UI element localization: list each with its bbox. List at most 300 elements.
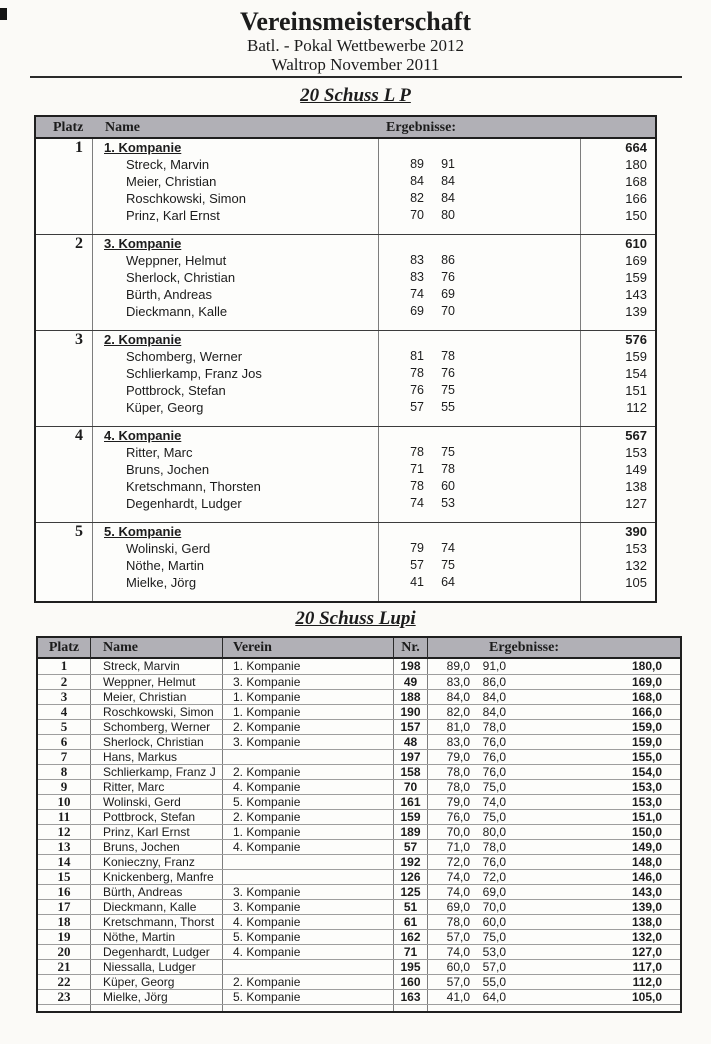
member-scores xyxy=(379,540,580,557)
row-verein: 3. Kompanie xyxy=(223,735,394,749)
row-scores xyxy=(441,705,506,719)
row-total: 153,0 xyxy=(631,780,662,794)
row-start-number: 48 xyxy=(394,735,428,749)
row-name: Schomberg, Werner xyxy=(91,720,223,734)
row-rank: 21 xyxy=(38,960,91,974)
row-start-number: 197 xyxy=(394,750,428,764)
row-score-2: 60,0 xyxy=(482,915,506,929)
group-rank: 3 xyxy=(36,331,93,426)
group-total: 390 xyxy=(625,524,647,539)
member-scores xyxy=(379,190,580,207)
row-total: 151,0 xyxy=(631,810,662,824)
row-score-2 xyxy=(477,1005,506,1011)
row-total: 149,0 xyxy=(631,840,662,854)
row-total: 166,0 xyxy=(631,705,662,719)
lupi-table-row xyxy=(38,794,680,809)
row-score-1: 83,0 xyxy=(446,735,470,749)
row-total: 154,0 xyxy=(631,765,662,779)
row-start-number: 157 xyxy=(394,720,428,734)
lp-table-body xyxy=(36,139,655,601)
header-divider xyxy=(30,76,682,78)
group-total: 567 xyxy=(625,428,647,443)
row-scores xyxy=(441,795,506,809)
row-name: Sherlock, Christian xyxy=(91,735,223,749)
row-score-2: 76,0 xyxy=(482,750,506,764)
row-total: 132,0 xyxy=(631,930,662,944)
lupi-table-row xyxy=(38,719,680,734)
member-name: Roschkowski, Simon xyxy=(126,191,246,206)
row-scores xyxy=(441,945,506,959)
member-scores xyxy=(379,348,580,365)
row-rank: 12 xyxy=(38,825,91,839)
lp-group-row xyxy=(36,522,655,601)
score-1: 82 xyxy=(410,191,424,205)
row-total: 143,0 xyxy=(631,885,662,899)
member-total: 143 xyxy=(625,287,647,302)
row-score-1 xyxy=(441,1005,470,1011)
row-name: Weppner, Helmut xyxy=(91,675,223,689)
row-start-number: 195 xyxy=(394,960,428,974)
row-rank xyxy=(38,1005,91,1011)
row-verein: 1. Kompanie xyxy=(223,705,394,719)
row-rank: 2 xyxy=(38,675,91,689)
row-start-number: 61 xyxy=(394,915,428,929)
score-1: 69 xyxy=(410,304,424,318)
score-1: 84 xyxy=(410,174,424,188)
score-1: 70 xyxy=(410,208,424,222)
lp-table-header xyxy=(36,117,655,139)
lp-group-row xyxy=(36,234,655,330)
row-verein: 5. Kompanie xyxy=(223,795,394,809)
row-verein xyxy=(223,750,394,764)
row-score-2: 91,0 xyxy=(482,659,506,673)
group-rank: 1 xyxy=(36,139,93,234)
row-name: Streck, Marvin xyxy=(91,659,223,674)
member-total: 159 xyxy=(625,270,647,285)
score-1: 83 xyxy=(410,270,424,284)
score-1: 78 xyxy=(410,479,424,493)
group-names-column xyxy=(93,235,379,330)
row-ergebnisse xyxy=(428,870,680,884)
row-ergebnisse xyxy=(428,1005,680,1011)
row-score-1: 78,0 xyxy=(446,780,470,794)
section-title-lupi: 20 Schuss Lupi xyxy=(295,608,416,629)
lp-col-platz: Platz xyxy=(53,120,84,135)
score-1: 78 xyxy=(410,445,424,459)
row-score-1: 79,0 xyxy=(446,795,470,809)
subtitle-event: Batl. - Pokal Wettbewerbe 2012 xyxy=(247,36,464,55)
row-score-1: 71,0 xyxy=(446,840,470,854)
row-scores xyxy=(441,840,506,854)
member-scores xyxy=(379,444,580,461)
row-score-2: 76,0 xyxy=(482,855,506,869)
row-scores xyxy=(441,675,506,689)
row-rank: 11 xyxy=(38,810,91,824)
row-ergebnisse xyxy=(428,750,680,764)
row-score-2: 86,0 xyxy=(482,675,506,689)
lp-col-name: Name xyxy=(105,120,140,135)
scan-artifact xyxy=(0,8,7,20)
group-names-column xyxy=(93,523,379,601)
lupi-table-row xyxy=(38,914,680,929)
row-name: Hans, Markus xyxy=(91,750,223,764)
row-score-1: 83,0 xyxy=(446,675,470,689)
row-total: 159,0 xyxy=(631,735,662,749)
row-start-number: 163 xyxy=(394,990,428,1004)
row-ergebnisse xyxy=(428,990,680,1004)
row-scores xyxy=(441,780,506,794)
row-verein: 1. Kompanie xyxy=(223,690,394,704)
row-total: 146,0 xyxy=(631,870,662,884)
score-1: 74 xyxy=(410,287,424,301)
group-team-name: 1. Kompanie xyxy=(104,140,182,155)
row-score-2: 75,0 xyxy=(482,930,506,944)
lp-group-row xyxy=(36,330,655,426)
member-name: Bruns, Jochen xyxy=(126,462,210,477)
member-scores xyxy=(379,461,580,478)
row-score-1: 60,0 xyxy=(446,960,470,974)
row-start-number: 70 xyxy=(394,780,428,794)
lupi-table-row xyxy=(38,824,680,839)
row-score-1: 78,0 xyxy=(446,765,470,779)
row-scores xyxy=(441,720,506,734)
row-name: Roschkowski, Simon xyxy=(91,705,223,719)
lupi-table-row xyxy=(38,764,680,779)
lupi-table-row xyxy=(38,809,680,824)
row-ergebnisse xyxy=(428,690,680,704)
score-2: 60 xyxy=(441,479,455,493)
row-verein: 2. Kompanie xyxy=(223,810,394,824)
row-start-number: 126 xyxy=(394,870,428,884)
row-name: Ritter, Marc xyxy=(91,780,223,794)
row-rank: 19 xyxy=(38,930,91,944)
member-total: 132 xyxy=(625,558,647,573)
row-name: Küper, Georg xyxy=(91,975,223,989)
row-name: Degenhardt, Ludger xyxy=(91,945,223,959)
row-start-number: 159 xyxy=(394,810,428,824)
row-total: 127,0 xyxy=(631,945,662,959)
row-name: Mielke, Jörg xyxy=(91,990,223,1004)
row-scores xyxy=(441,750,506,764)
row-rank: 17 xyxy=(38,900,91,914)
row-start-number: 160 xyxy=(394,975,428,989)
row-verein: 1. Kompanie xyxy=(223,825,394,839)
row-total: 150,0 xyxy=(631,825,662,839)
member-name: Prinz, Karl Ernst xyxy=(126,208,220,223)
row-rank: 15 xyxy=(38,870,91,884)
score-2: 86 xyxy=(441,253,455,267)
lupi-col-nr: Nr. xyxy=(394,638,428,658)
score-2: 70 xyxy=(441,304,455,318)
lupi-table-row xyxy=(38,869,680,884)
lupi-table-header xyxy=(38,638,680,659)
row-ergebnisse xyxy=(428,735,680,749)
row-total: 180,0 xyxy=(631,659,662,673)
row-rank: 10 xyxy=(38,795,91,809)
row-name: Pottbrock, Stefan xyxy=(91,810,223,824)
row-score-1: 70,0 xyxy=(446,825,470,839)
lupi-table-row xyxy=(38,899,680,914)
lupi-table-row xyxy=(38,884,680,899)
member-total: 151 xyxy=(625,383,647,398)
row-start-number: 198 xyxy=(394,659,428,674)
score-2: 53 xyxy=(441,496,455,510)
row-score-2: 75,0 xyxy=(482,780,506,794)
row-ergebnisse xyxy=(428,705,680,719)
row-score-2: 57,0 xyxy=(482,960,506,974)
group-scores-column xyxy=(379,139,581,234)
score-2: 78 xyxy=(441,349,455,363)
row-score-2: 70,0 xyxy=(482,900,506,914)
lp-group-row xyxy=(36,139,655,234)
row-rank: 7 xyxy=(38,750,91,764)
member-name: Sherlock, Christian xyxy=(126,270,236,285)
row-ergebnisse xyxy=(428,840,680,854)
row-scores xyxy=(441,690,506,704)
score-1: 78 xyxy=(410,366,424,380)
group-team-name: 4. Kompanie xyxy=(104,428,182,443)
row-score-2: 84,0 xyxy=(482,690,506,704)
row-ergebnisse xyxy=(428,825,680,839)
score-2: 74 xyxy=(441,541,455,555)
row-start-number: 125 xyxy=(394,885,428,899)
lupi-table-row xyxy=(38,689,680,704)
group-totals-column xyxy=(581,139,655,234)
member-scores xyxy=(379,207,580,224)
row-ergebnisse xyxy=(428,885,680,899)
score-1: 71 xyxy=(410,462,424,476)
row-total: 159,0 xyxy=(631,720,662,734)
row-verein: 5. Kompanie xyxy=(223,930,394,944)
member-name: Ritter, Marc xyxy=(126,445,193,460)
score-2: 75 xyxy=(441,558,455,572)
page-title: Vereinsmeisterschaft xyxy=(239,7,472,36)
score-1: 57 xyxy=(410,558,424,572)
lupi-table-row xyxy=(38,944,680,959)
score-2: 76 xyxy=(441,270,455,284)
subtitle-location: Waltrop November 2011 xyxy=(271,55,440,74)
row-start-number: 192 xyxy=(394,855,428,869)
row-verein: 1. Kompanie xyxy=(223,659,394,674)
member-name: Degenhardt, Ludger xyxy=(126,496,242,511)
member-name: Streck, Marvin xyxy=(126,157,210,172)
row-verein xyxy=(223,855,394,869)
member-total: 166 xyxy=(625,191,647,206)
score-1: 76 xyxy=(410,383,424,397)
score-2: 76 xyxy=(441,366,455,380)
row-verein: 2. Kompanie xyxy=(223,975,394,989)
group-scores-spacer xyxy=(379,427,580,444)
row-verein: 2. Kompanie xyxy=(223,765,394,779)
row-score-1: 74,0 xyxy=(446,945,470,959)
group-team-name: 3. Kompanie xyxy=(104,236,182,251)
row-rank: 13 xyxy=(38,840,91,854)
lupi-table-row xyxy=(38,659,680,674)
row-rank: 1 xyxy=(38,659,91,674)
member-scores xyxy=(379,495,580,512)
row-scores xyxy=(441,659,506,674)
member-scores xyxy=(379,557,580,574)
member-scores xyxy=(379,478,580,495)
row-score-2: 75,0 xyxy=(482,810,506,824)
row-name: Konieczny, Franz xyxy=(91,855,223,869)
row-name: Knickenberg, Manfre xyxy=(91,870,223,884)
row-ergebnisse xyxy=(428,765,680,779)
lp-results-table xyxy=(34,115,657,603)
row-rank: 9 xyxy=(38,780,91,794)
group-scores-spacer xyxy=(379,139,580,156)
row-total: 155,0 xyxy=(631,750,662,764)
row-name: Prinz, Karl Ernst xyxy=(91,825,223,839)
row-start-number: 188 xyxy=(394,690,428,704)
row-score-2: 76,0 xyxy=(482,765,506,779)
row-verein: 5. Kompanie xyxy=(223,990,394,1004)
score-2: 75 xyxy=(441,383,455,397)
row-score-2: 64,0 xyxy=(482,990,506,1004)
score-1: 41 xyxy=(410,575,424,589)
row-total: 117,0 xyxy=(632,960,662,974)
row-ergebnisse xyxy=(428,855,680,869)
score-2: 84 xyxy=(441,174,455,188)
row-verein: 3. Kompanie xyxy=(223,885,394,899)
score-2: 80 xyxy=(441,208,455,222)
group-names-column xyxy=(93,331,379,426)
row-scores xyxy=(441,975,506,989)
row-scores xyxy=(441,810,506,824)
score-1: 79 xyxy=(410,541,424,555)
lupi-table-bottom-spacer xyxy=(38,1004,680,1011)
row-start-number: 158 xyxy=(394,765,428,779)
lp-group-row xyxy=(36,426,655,522)
document-header xyxy=(0,0,711,74)
row-ergebnisse xyxy=(428,675,680,689)
row-rank: 18 xyxy=(38,915,91,929)
score-2: 91 xyxy=(441,157,455,171)
row-score-2: 55,0 xyxy=(482,975,506,989)
row-score-2: 74,0 xyxy=(482,795,506,809)
row-total: 112,0 xyxy=(632,975,662,989)
group-scores-column xyxy=(379,523,581,601)
row-rank: 3 xyxy=(38,690,91,704)
row-verein: 3. Kompanie xyxy=(223,675,394,689)
row-start-number: 190 xyxy=(394,705,428,719)
row-score-2: 78,0 xyxy=(482,720,506,734)
lupi-table-row xyxy=(38,854,680,869)
member-total: 150 xyxy=(625,208,647,223)
row-score-1: 41,0 xyxy=(446,990,470,1004)
row-verein xyxy=(223,960,394,974)
lupi-table-row xyxy=(38,704,680,719)
row-score-2: 84,0 xyxy=(482,705,506,719)
group-team-name: 2. Kompanie xyxy=(104,332,182,347)
row-score-1: 79,0 xyxy=(446,750,470,764)
row-score-1: 76,0 xyxy=(446,810,470,824)
row-score-1: 69,0 xyxy=(446,900,470,914)
row-rank: 20 xyxy=(38,945,91,959)
member-total: 153 xyxy=(625,541,647,556)
member-total: 127 xyxy=(625,496,647,511)
row-scores xyxy=(441,885,506,899)
group-totals-column xyxy=(581,235,655,330)
row-start-number: 162 xyxy=(394,930,428,944)
member-total: 180 xyxy=(625,157,647,172)
row-verein: 2. Kompanie xyxy=(223,720,394,734)
lupi-table-row xyxy=(38,749,680,764)
row-name xyxy=(91,1005,223,1011)
member-scores xyxy=(379,156,580,173)
row-scores xyxy=(441,825,506,839)
row-name: Wolinski, Gerd xyxy=(91,795,223,809)
row-score-1: 89,0 xyxy=(446,659,470,673)
score-1: 89 xyxy=(410,157,424,171)
group-rank: 2 xyxy=(36,235,93,330)
row-name: Schlierkamp, Franz J xyxy=(91,765,223,779)
score-2: 69 xyxy=(441,287,455,301)
group-scores-spacer xyxy=(379,331,580,348)
row-verein: 4. Kompanie xyxy=(223,780,394,794)
row-total: 105,0 xyxy=(631,990,662,1004)
group-totals-column xyxy=(581,523,655,601)
lupi-results-table xyxy=(36,636,682,1013)
lupi-table-body xyxy=(38,659,680,1011)
member-scores xyxy=(379,365,580,382)
row-score-1: 74,0 xyxy=(446,885,470,899)
member-name: Mielke, Jörg xyxy=(126,575,197,590)
group-scores-spacer xyxy=(379,523,580,540)
lupi-table-row xyxy=(38,989,680,1004)
row-rank: 22 xyxy=(38,975,91,989)
row-scores xyxy=(441,990,506,1004)
row-total: 153,0 xyxy=(631,795,662,809)
row-scores xyxy=(441,765,506,779)
lupi-table-row xyxy=(38,974,680,989)
row-start-number: 49 xyxy=(394,675,428,689)
group-names-column xyxy=(93,139,379,234)
row-score-2: 80,0 xyxy=(482,825,506,839)
member-name: Küper, Georg xyxy=(126,400,204,415)
member-name: Nöthe, Martin xyxy=(126,558,205,573)
lupi-col-name: Name xyxy=(91,638,223,658)
member-scores xyxy=(379,382,580,399)
score-1: 74 xyxy=(410,496,424,510)
row-ergebnisse xyxy=(428,945,680,959)
row-start-number xyxy=(394,1005,428,1011)
member-total: 153 xyxy=(625,445,647,460)
row-name: Niessalla, Ludger xyxy=(91,960,223,974)
member-scores xyxy=(379,173,580,190)
row-score-1: 57,0 xyxy=(446,975,470,989)
row-start-number: 51 xyxy=(394,900,428,914)
row-scores xyxy=(441,1005,506,1011)
row-scores xyxy=(441,900,506,914)
row-ergebnisse xyxy=(428,900,680,914)
row-rank: 23 xyxy=(38,990,91,1004)
member-total: 154 xyxy=(625,366,647,381)
row-rank: 8 xyxy=(38,765,91,779)
row-name: Bruns, Jochen xyxy=(91,840,223,854)
row-rank: 16 xyxy=(38,885,91,899)
row-ergebnisse xyxy=(428,795,680,809)
row-verein: 4. Kompanie xyxy=(223,840,394,854)
row-ergebnisse xyxy=(428,930,680,944)
group-scores-column xyxy=(379,331,581,426)
row-score-1: 84,0 xyxy=(446,690,470,704)
row-name: Dieckmann, Kalle xyxy=(91,900,223,914)
row-ergebnisse xyxy=(428,659,680,674)
row-verein: 4. Kompanie xyxy=(223,945,394,959)
group-scores-column xyxy=(379,427,581,522)
row-rank: 6 xyxy=(38,735,91,749)
